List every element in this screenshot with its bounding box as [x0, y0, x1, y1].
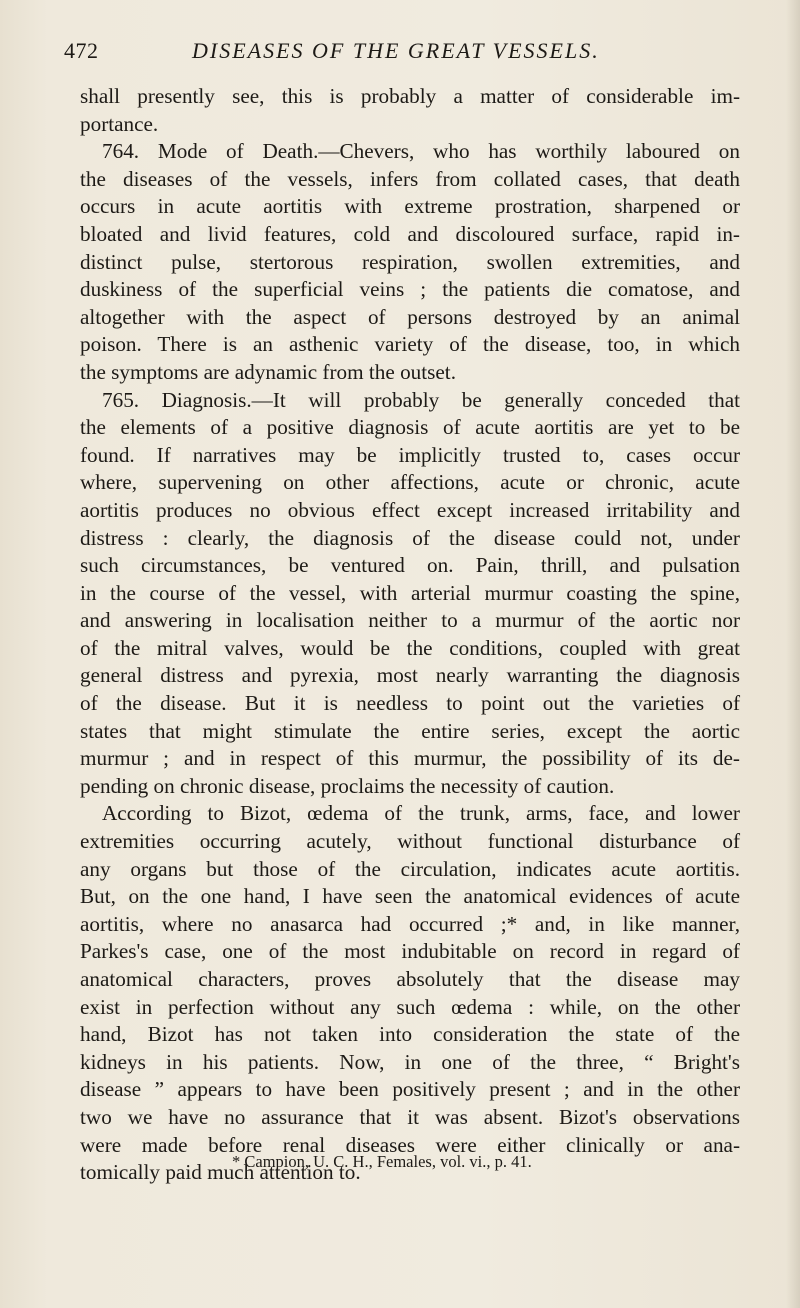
page-edge-shadow	[786, 0, 800, 1308]
text-line: aortitis, where no anasarca had occurred ;* and, in like manner,	[80, 911, 740, 936]
text-line: Parkes's case, one of the most indubitable on record in regard of	[80, 939, 740, 964]
text-line: in the course of the vessel, with arterial murmur coasting the spine,	[80, 580, 740, 605]
text-line: 765. Diagnosis.—It will probably be generally conceded that	[102, 387, 740, 412]
page-number: 472	[64, 38, 99, 63]
text-line: the diseases of the vessels, infers from collated cases, that death	[80, 166, 740, 191]
running-title: DISEASES OF THE GREAT VESSELS.	[192, 38, 600, 63]
text-line: 764. Mode of Death.—Chevers, who has worthily laboured on	[102, 139, 740, 164]
text-line: states that might stimulate the entire series, except the aortic	[80, 718, 740, 743]
text-line: anatomical characters, proves absolutely that the disease may	[80, 967, 740, 991]
text-line: the symptoms are adynamic from the outset.	[80, 359, 456, 384]
text-line: bloated and livid features, cold and discoloured surface, rapid in-	[80, 221, 740, 246]
text-line: But, on the one hand, I have seen the anatomical evidences of acute	[80, 884, 740, 909]
text-line: extremities occurring acutely, without functional disturbance of	[80, 829, 740, 854]
text-line: altogether with the aspect of persons destroyed by an animal	[80, 304, 740, 329]
text-line: such circumstances, be ventured on. Pain, thrill, and pulsation	[80, 553, 740, 578]
text-line: shall presently see, this is probably a matter of considerable im-	[80, 84, 740, 108]
text-line: and answering in localisation neither to a murmur of the aortic nor	[80, 608, 740, 633]
text-line: exist in perfection without any such œdema : while, on the other	[80, 994, 740, 1019]
text-line: pending on chronic disease, proclaims the necessity of caution.	[80, 773, 615, 798]
text-line: murmur ; and in respect of this murmur, the possibility of its de-	[80, 746, 740, 771]
text-line: disease ” appears to have been positively present ; and in the other	[80, 1077, 740, 1102]
text-line: distinct pulse, stertorous respiration, swollen extremities, and	[80, 249, 740, 274]
text-line: portance.	[80, 111, 159, 136]
text-line: were made before renal diseases were either clinically or ana-	[80, 1132, 740, 1157]
text-line: kidneys in his patients. Now, in one of the three, “ Bright's	[80, 1049, 740, 1074]
text-line: two we have no assurance that it was absent. Bizot's observations	[80, 1104, 740, 1129]
text-line: duskiness of the superficial veins ; the patients die comatose, and	[80, 277, 740, 302]
text-line: of the disease. But it is needless to point out the varieties of	[80, 691, 740, 716]
text-line: poison. There is an asthenic variety of the disease, too, in which	[80, 332, 740, 357]
text-line: the elements of a positive diagnosis of acute aortitis are yet to be	[80, 415, 740, 440]
text-line: aortitis produces no obvious effect except increased irritability and	[80, 497, 740, 522]
text-line: tomically paid much attention to.	[80, 1160, 361, 1185]
text-line: occurs in acute aortitis with extreme prostration, sharpened or	[80, 194, 740, 219]
page-header	[64, 38, 744, 68]
footnote: * Campion, U. C. H., Females, vol. vi., p. 41.	[232, 1152, 532, 1171]
text-line: distress : clearly, the diagnosis of the disease could not, under	[80, 525, 740, 550]
body-text	[80, 83, 740, 1187]
text-line: any organs but those of the circulation, indicates acute aortitis.	[80, 856, 740, 881]
text-line: found. If narratives may be implicitly trusted to, cases occur	[80, 442, 740, 467]
text-line: According to Bizot, œdema of the trunk, arms, face, and lower	[102, 801, 740, 826]
text-line: general distress and pyrexia, most nearly warranting the diagnosis	[80, 663, 740, 688]
text-line: of the mitral valves, would be the conditions, coupled with great	[80, 635, 740, 660]
text-line: where, supervening on other affections, acute or chronic, acute	[80, 470, 740, 495]
text-line: hand, Bizot has not taken into consideration the state of the	[80, 1022, 740, 1047]
